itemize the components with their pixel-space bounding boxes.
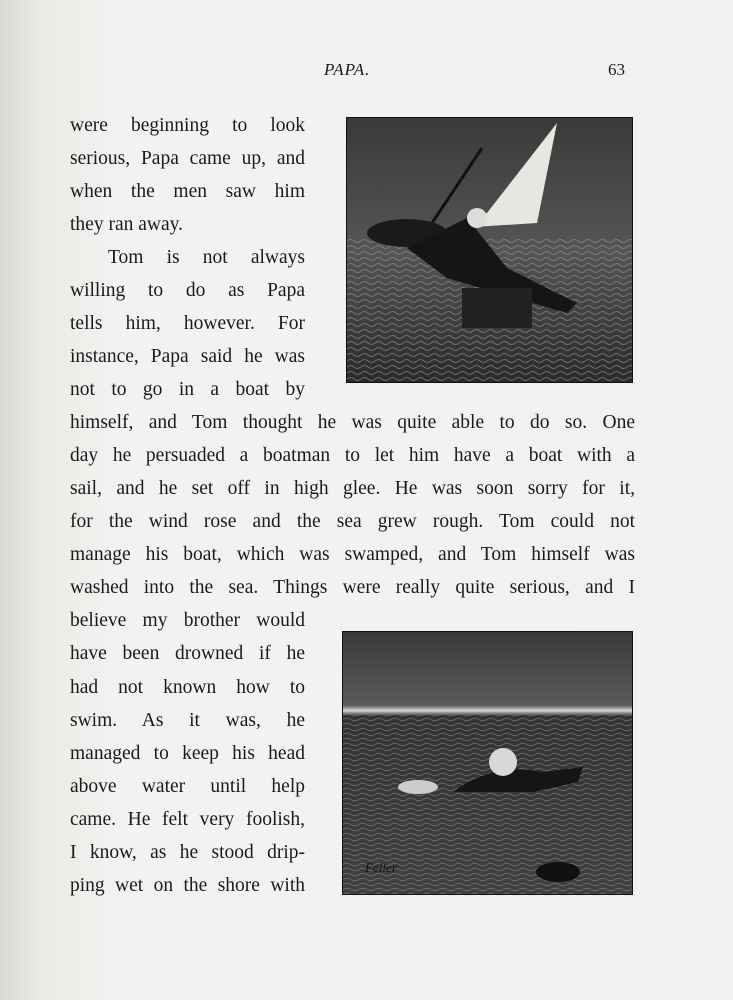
artist-signature: Feller bbox=[365, 860, 397, 875]
text-line: serious, Papa came up, and bbox=[70, 148, 305, 169]
text-line: had not known how to bbox=[70, 677, 305, 698]
text-line: not to go in a boat by bbox=[70, 379, 305, 400]
illustration-boat-capsizing bbox=[346, 117, 633, 383]
text-line: came. He felt very foolish, bbox=[70, 809, 305, 830]
text-line: for the wind rose and the sea grew rough. Tom could not bbox=[70, 511, 635, 532]
text-line: himself, and Tom thought he was quite able to do so. One bbox=[70, 412, 635, 433]
text-line: were beginning to look bbox=[70, 115, 305, 136]
text-line: above water until help bbox=[70, 776, 305, 797]
text-line: sail, and he set off in high glee. He was soon sorry for it, bbox=[70, 478, 635, 499]
text-line: instance, Papa said he was bbox=[70, 346, 305, 367]
illustration-boy-swimming bbox=[342, 631, 633, 895]
text-line: manage his boat, which was swamped, and Tom himself was bbox=[70, 544, 635, 565]
text-line: tells him, however. For bbox=[70, 313, 305, 334]
text-line: willing to do as Papa bbox=[70, 280, 305, 301]
text-line: I know, as he stood drip- bbox=[70, 842, 305, 863]
running-title: PAPA. bbox=[324, 60, 371, 79]
text-line: believe my brother would bbox=[70, 610, 305, 631]
text-line: ping wet on the shore with bbox=[70, 875, 305, 896]
text-line: Tom is not always bbox=[108, 247, 305, 268]
text-line: have been drowned if he bbox=[70, 643, 305, 664]
text-line: they ran away. bbox=[70, 214, 183, 235]
page-number: 63 bbox=[608, 60, 625, 79]
text-line: day he persuaded a boatman to let him have a boat with a bbox=[70, 445, 635, 466]
text-line: washed into the sea. Things were really quite serious, and I bbox=[70, 577, 635, 598]
text-line: when the men saw him bbox=[70, 181, 305, 202]
text-line: swim. As it was, he bbox=[70, 710, 305, 731]
text-line: managed to keep his head bbox=[70, 743, 305, 764]
